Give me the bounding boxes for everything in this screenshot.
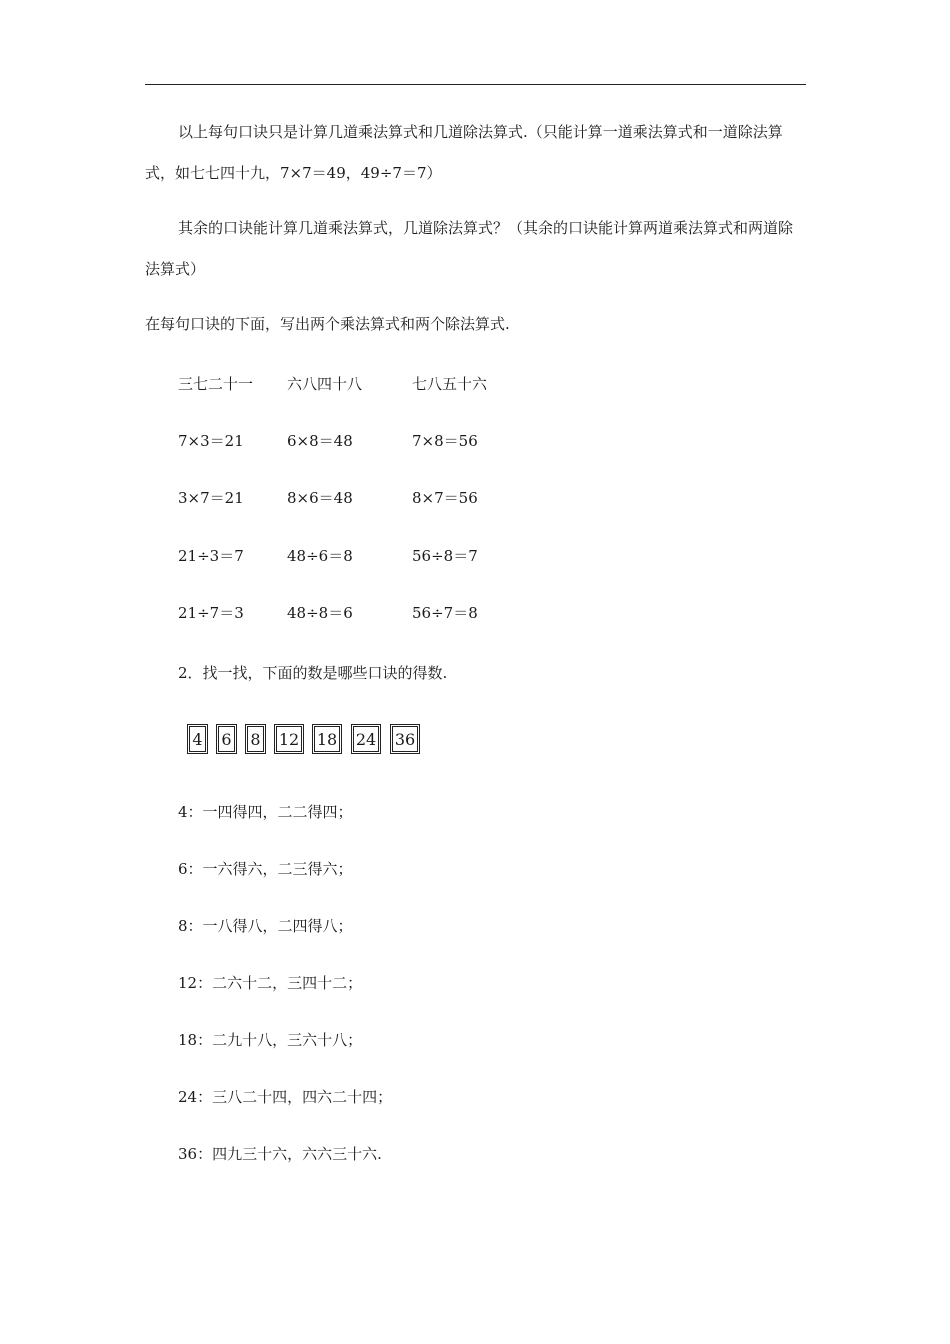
paragraph-3: 在每句口诀的下面，写出两个乘法算式和两个除法算式. xyxy=(145,315,510,333)
number-box: 24 xyxy=(353,726,379,752)
paragraph-1-text: 以上每句口诀只是计算几道乘法算式和几道除法算式.（只能计算一道乘法算式和一道除法算式，如七七四十九，7×7＝49，49÷7＝7） xyxy=(145,123,783,182)
table-cell: 48÷6＝8 xyxy=(287,547,353,565)
answer-line: 24：三八二十四，四六二十四； xyxy=(178,1088,393,1106)
table-header-3: 七八五十六 xyxy=(412,375,488,393)
table-cell: 6×8＝48 xyxy=(287,432,353,450)
table-cell: 21÷3＝7 xyxy=(178,547,244,565)
table-cell: 21÷7＝3 xyxy=(178,604,244,622)
answer-line: 8：一八得八，二四得八； xyxy=(178,917,353,935)
table-cell: 7×3＝21 xyxy=(178,432,244,450)
table-cell: 56÷8＝7 xyxy=(412,547,478,565)
table-cell: 3×7＝21 xyxy=(178,489,244,507)
answer-line: 6：一六得六，二三得六； xyxy=(178,860,353,878)
number-box: 6 xyxy=(218,726,235,752)
question-2-title: 2．找一找，下面的数是哪些口诀的得数. xyxy=(178,664,448,682)
number-box: 36 xyxy=(392,726,418,752)
answer-line: 36：四九三十六，六六三十六. xyxy=(178,1145,382,1163)
paragraph-1 xyxy=(145,112,806,194)
paragraph-2-text: 其余的口诀能计算几道乘法算式，几道除法算式？（其余的口诀能计算两道乘法算式和两道除法算式） xyxy=(145,219,794,278)
answer-line: 12：二六十二，三四十二； xyxy=(178,974,363,992)
answer-line: 4：一四得四，二二得四； xyxy=(178,803,353,821)
table-cell: 48÷8＝6 xyxy=(287,604,353,622)
table-cell: 8×6＝48 xyxy=(287,489,353,507)
number-box: 18 xyxy=(314,726,340,752)
answer-line: 18：二九十八，三六十八； xyxy=(178,1031,363,1049)
table-header-1: 三七二十一 xyxy=(178,375,254,393)
header-rule xyxy=(145,84,806,85)
table-cell: 8×7＝56 xyxy=(412,489,478,507)
number-box: 12 xyxy=(276,726,302,752)
table-header-2: 六八四十八 xyxy=(287,375,363,393)
number-box: 4 xyxy=(189,726,206,752)
table-cell: 7×8＝56 xyxy=(412,432,478,450)
table-cell: 56÷7＝8 xyxy=(412,604,478,622)
paragraph-2 xyxy=(145,208,806,290)
number-box: 8 xyxy=(247,726,264,752)
